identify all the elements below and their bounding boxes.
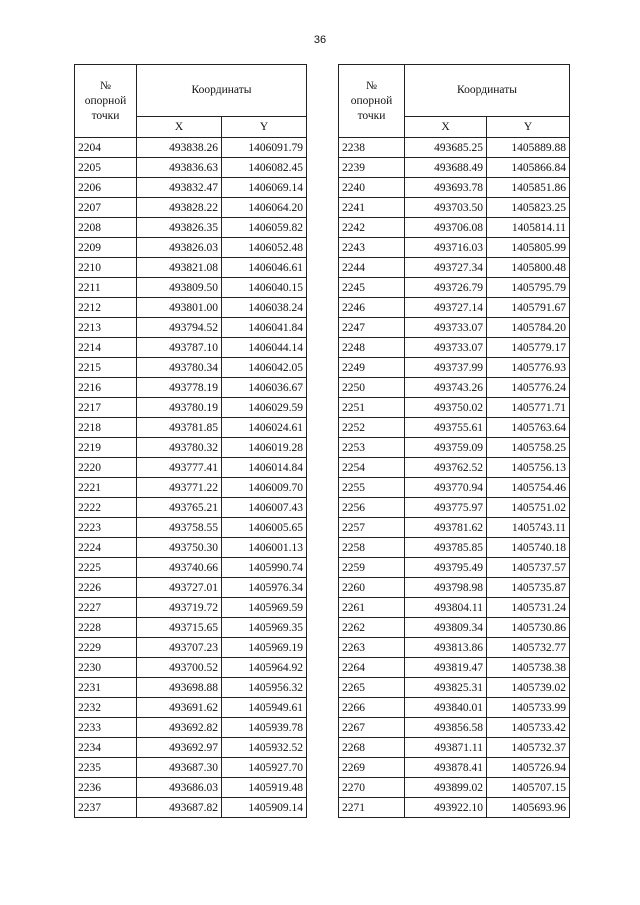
x-coordinate-cell: 493762.52 <box>405 458 487 478</box>
y-coordinate-cell: 1406029.59 <box>222 398 307 418</box>
point-number-cell: 2215 <box>75 358 137 378</box>
x-coordinate-cell: 493777.41 <box>137 458 222 478</box>
point-number-cell: 2245 <box>339 278 405 298</box>
y-coordinate-cell: 1406052.48 <box>222 238 307 258</box>
table-row <box>339 478 570 498</box>
table-row <box>339 778 570 798</box>
point-number-cell: 2269 <box>339 758 405 778</box>
y-coordinate-cell: 1405990.74 <box>222 558 307 578</box>
table-row <box>75 578 307 598</box>
y-coordinate-cell: 1406069.14 <box>222 178 307 198</box>
point-number-cell: 2267 <box>339 718 405 738</box>
table-row <box>339 298 570 318</box>
point-number-cell: 2210 <box>75 258 137 278</box>
point-number-cell: 2214 <box>75 338 137 358</box>
point-number-cell: 2250 <box>339 378 405 398</box>
x-coordinate-cell: 493819.47 <box>405 658 487 678</box>
x-coordinate-cell: 493733.07 <box>405 318 487 338</box>
x-column-header: X <box>137 117 222 138</box>
point-number-cell: 2235 <box>75 758 137 778</box>
y-coordinate-cell: 1406014.84 <box>222 458 307 478</box>
point-number-cell: 2263 <box>339 638 405 658</box>
point-number-cell: 2271 <box>339 798 405 818</box>
x-coordinate-cell: 493836.63 <box>137 158 222 178</box>
table-row <box>339 598 570 618</box>
x-coordinate-cell: 493780.34 <box>137 358 222 378</box>
point-number-cell: 2240 <box>339 178 405 198</box>
x-coordinate-cell: 493828.22 <box>137 198 222 218</box>
y-coordinate-cell: 1405707.15 <box>487 778 570 798</box>
table-row <box>75 238 307 258</box>
x-coordinate-cell: 493706.08 <box>405 218 487 238</box>
table-row <box>339 658 570 678</box>
y-coordinate-cell: 1406046.61 <box>222 258 307 278</box>
table-row <box>339 758 570 778</box>
x-column-header: X <box>405 117 487 138</box>
y-coordinate-cell: 1405932.52 <box>222 738 307 758</box>
table-row <box>339 498 570 518</box>
table-row <box>339 378 570 398</box>
y-coordinate-cell: 1405969.19 <box>222 638 307 658</box>
y-coordinate-cell: 1405735.87 <box>487 578 570 598</box>
y-coordinate-cell: 1405805.99 <box>487 238 570 258</box>
y-coordinate-cell: 1406042.05 <box>222 358 307 378</box>
table-row <box>75 218 307 238</box>
table-row <box>75 718 307 738</box>
point-number-cell: 2230 <box>75 658 137 678</box>
table-row <box>75 398 307 418</box>
point-number-cell: 2217 <box>75 398 137 418</box>
point-number-cell: 2237 <box>75 798 137 818</box>
table-row <box>75 678 307 698</box>
table-row <box>75 138 307 158</box>
y-coordinate-cell: 1405737.57 <box>487 558 570 578</box>
y-coordinate-cell: 1405927.70 <box>222 758 307 778</box>
table-row <box>75 178 307 198</box>
table-row <box>75 558 307 578</box>
y-coordinate-cell: 1405909.14 <box>222 798 307 818</box>
table-row <box>75 418 307 438</box>
x-coordinate-cell: 493758.55 <box>137 518 222 538</box>
x-coordinate-cell: 493922.10 <box>405 798 487 818</box>
point-number-cell: 2266 <box>339 698 405 718</box>
x-coordinate-cell: 493686.03 <box>137 778 222 798</box>
table-row <box>339 358 570 378</box>
y-coordinate-cell: 1406038.24 <box>222 298 307 318</box>
point-number-cell: 2268 <box>339 738 405 758</box>
point-number-cell: 2204 <box>75 138 137 158</box>
table-row <box>75 338 307 358</box>
table-row <box>75 258 307 278</box>
table-row <box>75 798 307 818</box>
y-column-header: Y <box>222 117 307 138</box>
x-coordinate-cell: 493727.34 <box>405 258 487 278</box>
x-coordinate-cell: 493687.82 <box>137 798 222 818</box>
point-number-cell: 2256 <box>339 498 405 518</box>
point-number-cell: 2241 <box>339 198 405 218</box>
x-coordinate-cell: 493770.94 <box>405 478 487 498</box>
table-row <box>75 458 307 478</box>
x-coordinate-cell: 493759.09 <box>405 438 487 458</box>
table-row <box>339 398 570 418</box>
x-coordinate-cell: 493785.85 <box>405 538 487 558</box>
table-row <box>75 198 307 218</box>
point-number-cell: 2257 <box>339 518 405 538</box>
coordinates-header: Координаты <box>137 65 307 117</box>
y-coordinate-cell: 1405784.20 <box>487 318 570 338</box>
x-coordinate-cell: 493809.34 <box>405 618 487 638</box>
table-row <box>75 738 307 758</box>
x-coordinate-cell: 493715.65 <box>137 618 222 638</box>
y-coordinate-cell: 1405731.24 <box>487 598 570 618</box>
table-row <box>75 758 307 778</box>
y-coordinate-cell: 1405771.71 <box>487 398 570 418</box>
table-row <box>75 478 307 498</box>
x-coordinate-cell: 493737.99 <box>405 358 487 378</box>
x-coordinate-cell: 493787.10 <box>137 338 222 358</box>
y-coordinate-cell: 1406044.14 <box>222 338 307 358</box>
point-number-cell: 2248 <box>339 338 405 358</box>
y-coordinate-cell: 1405743.11 <box>487 518 570 538</box>
page-number: 36 <box>313 34 327 46</box>
point-number-cell: 2222 <box>75 498 137 518</box>
y-coordinate-cell: 1405919.48 <box>222 778 307 798</box>
y-coordinate-cell: 1405776.93 <box>487 358 570 378</box>
x-coordinate-cell: 493700.52 <box>137 658 222 678</box>
table-row <box>339 678 570 698</box>
point-number-cell: 2254 <box>339 458 405 478</box>
point-number-cell: 2216 <box>75 378 137 398</box>
table-row <box>75 498 307 518</box>
table-row <box>339 538 570 558</box>
table-row <box>339 218 570 238</box>
point-number-cell: 2253 <box>339 438 405 458</box>
table-row <box>75 318 307 338</box>
y-coordinate-cell: 1406059.82 <box>222 218 307 238</box>
x-coordinate-cell: 493804.11 <box>405 598 487 618</box>
x-coordinate-cell: 493795.49 <box>405 558 487 578</box>
y-coordinate-cell: 1405939.78 <box>222 718 307 738</box>
point-number-cell: 2252 <box>339 418 405 438</box>
table-row <box>339 638 570 658</box>
y-coordinate-cell: 1405732.77 <box>487 638 570 658</box>
point-number-cell: 2243 <box>339 238 405 258</box>
point-number-cell: 2218 <box>75 418 137 438</box>
x-coordinate-cell: 493687.30 <box>137 758 222 778</box>
table-row <box>339 458 570 478</box>
table-row <box>339 338 570 358</box>
table-row <box>75 638 307 658</box>
table-row <box>339 518 570 538</box>
x-coordinate-cell: 493778.19 <box>137 378 222 398</box>
table-row <box>339 238 570 258</box>
y-coordinate-cell: 1405823.25 <box>487 198 570 218</box>
x-coordinate-cell: 493743.26 <box>405 378 487 398</box>
x-coordinate-cell: 493781.85 <box>137 418 222 438</box>
x-coordinate-cell: 493780.19 <box>137 398 222 418</box>
coordinates-table-right <box>338 64 570 818</box>
point-number-header: № опорной точки <box>75 65 137 138</box>
point-number-cell: 2234 <box>75 738 137 758</box>
table-row <box>339 718 570 738</box>
y-coordinate-cell: 1406001.13 <box>222 538 307 558</box>
x-coordinate-cell: 493825.31 <box>405 678 487 698</box>
y-coordinate-cell: 1406019.28 <box>222 438 307 458</box>
table-row <box>75 278 307 298</box>
table-row <box>75 778 307 798</box>
point-number-cell: 2221 <box>75 478 137 498</box>
table-row <box>75 158 307 178</box>
y-coordinate-cell: 1405976.34 <box>222 578 307 598</box>
table-row <box>75 618 307 638</box>
x-coordinate-cell: 493840.01 <box>405 698 487 718</box>
y-coordinate-cell: 1406009.70 <box>222 478 307 498</box>
point-number-cell: 2242 <box>339 218 405 238</box>
point-number-cell: 2226 <box>75 578 137 598</box>
table-row <box>339 258 570 278</box>
x-coordinate-cell: 493794.52 <box>137 318 222 338</box>
point-number-cell: 2247 <box>339 318 405 338</box>
point-number-cell: 2244 <box>339 258 405 278</box>
point-number-cell: 2233 <box>75 718 137 738</box>
x-coordinate-cell: 493733.07 <box>405 338 487 358</box>
y-coordinate-cell: 1405800.48 <box>487 258 570 278</box>
x-coordinate-cell: 493688.49 <box>405 158 487 178</box>
y-coordinate-cell: 1405791.67 <box>487 298 570 318</box>
x-coordinate-cell: 493838.26 <box>137 138 222 158</box>
y-coordinate-cell: 1405739.02 <box>487 678 570 698</box>
x-coordinate-cell: 493813.86 <box>405 638 487 658</box>
x-coordinate-cell: 493809.50 <box>137 278 222 298</box>
x-coordinate-cell: 493878.41 <box>405 758 487 778</box>
y-coordinate-cell: 1405949.61 <box>222 698 307 718</box>
y-coordinate-cell: 1405814.11 <box>487 218 570 238</box>
point-number-cell: 2232 <box>75 698 137 718</box>
y-coordinate-cell: 1405969.35 <box>222 618 307 638</box>
x-coordinate-cell: 493685.25 <box>405 138 487 158</box>
y-coordinate-cell: 1405693.96 <box>487 798 570 818</box>
table-row <box>75 358 307 378</box>
table-row <box>339 558 570 578</box>
x-coordinate-cell: 493698.88 <box>137 678 222 698</box>
y-column-header: Y <box>487 117 570 138</box>
y-coordinate-cell: 1405956.32 <box>222 678 307 698</box>
point-number-cell: 2261 <box>339 598 405 618</box>
point-number-cell: 2249 <box>339 358 405 378</box>
point-number-cell: 2211 <box>75 278 137 298</box>
y-coordinate-cell: 1405795.79 <box>487 278 570 298</box>
point-number-cell: 2236 <box>75 778 137 798</box>
x-coordinate-cell: 493781.62 <box>405 518 487 538</box>
point-number-cell: 2238 <box>339 138 405 158</box>
y-coordinate-cell: 1405758.25 <box>487 438 570 458</box>
point-number-cell: 2227 <box>75 598 137 618</box>
x-coordinate-cell: 493727.14 <box>405 298 487 318</box>
x-coordinate-cell: 493899.02 <box>405 778 487 798</box>
point-number-cell: 2208 <box>75 218 137 238</box>
x-coordinate-cell: 493780.32 <box>137 438 222 458</box>
point-number-cell: 2270 <box>339 778 405 798</box>
y-coordinate-cell: 1405738.38 <box>487 658 570 678</box>
table-row <box>339 138 570 158</box>
x-coordinate-cell: 493826.03 <box>137 238 222 258</box>
y-coordinate-cell: 1405756.13 <box>487 458 570 478</box>
point-number-cell: 2251 <box>339 398 405 418</box>
y-coordinate-cell: 1405740.18 <box>487 538 570 558</box>
x-coordinate-cell: 493740.66 <box>137 558 222 578</box>
y-coordinate-cell: 1405733.42 <box>487 718 570 738</box>
y-coordinate-cell: 1405732.37 <box>487 738 570 758</box>
y-coordinate-cell: 1405964.92 <box>222 658 307 678</box>
point-number-cell: 2220 <box>75 458 137 478</box>
table-row <box>75 518 307 538</box>
table-row <box>75 438 307 458</box>
x-coordinate-cell: 493691.62 <box>137 698 222 718</box>
x-coordinate-cell: 493755.61 <box>405 418 487 438</box>
point-number-cell: 2212 <box>75 298 137 318</box>
y-coordinate-cell: 1406064.20 <box>222 198 307 218</box>
table-row <box>339 318 570 338</box>
point-number-cell: 2224 <box>75 538 137 558</box>
y-coordinate-cell: 1406040.15 <box>222 278 307 298</box>
y-coordinate-cell: 1405776.24 <box>487 378 570 398</box>
x-coordinate-cell: 493826.35 <box>137 218 222 238</box>
table-row <box>339 278 570 298</box>
point-number-cell: 2255 <box>339 478 405 498</box>
table-row <box>339 578 570 598</box>
point-number-cell: 2205 <box>75 158 137 178</box>
x-coordinate-cell: 493719.72 <box>137 598 222 618</box>
x-coordinate-cell: 493798.98 <box>405 578 487 598</box>
point-number-cell: 2231 <box>75 678 137 698</box>
y-coordinate-cell: 1405969.59 <box>222 598 307 618</box>
point-number-cell: 2229 <box>75 638 137 658</box>
y-coordinate-cell: 1406007.43 <box>222 498 307 518</box>
x-coordinate-cell: 493692.82 <box>137 718 222 738</box>
point-number-header: № опорной точки <box>339 65 405 138</box>
x-coordinate-cell: 493750.30 <box>137 538 222 558</box>
coordinates-header: Координаты <box>405 65 570 117</box>
y-coordinate-cell: 1406005.65 <box>222 518 307 538</box>
x-coordinate-cell: 493707.23 <box>137 638 222 658</box>
table-row <box>339 158 570 178</box>
y-coordinate-cell: 1406041.84 <box>222 318 307 338</box>
y-coordinate-cell: 1405779.17 <box>487 338 570 358</box>
y-coordinate-cell: 1405866.84 <box>487 158 570 178</box>
point-number-cell: 2258 <box>339 538 405 558</box>
y-coordinate-cell: 1405733.99 <box>487 698 570 718</box>
x-coordinate-cell: 493765.21 <box>137 498 222 518</box>
point-number-cell: 2265 <box>339 678 405 698</box>
point-number-cell: 2228 <box>75 618 137 638</box>
y-coordinate-cell: 1405730.86 <box>487 618 570 638</box>
table-body <box>339 138 570 818</box>
y-coordinate-cell: 1405763.64 <box>487 418 570 438</box>
point-number-cell: 2206 <box>75 178 137 198</box>
y-coordinate-cell: 1406082.45 <box>222 158 307 178</box>
table-row <box>75 538 307 558</box>
table-row <box>339 178 570 198</box>
table-row <box>339 798 570 818</box>
table-row <box>75 298 307 318</box>
y-coordinate-cell: 1405889.88 <box>487 138 570 158</box>
point-number-cell: 2213 <box>75 318 137 338</box>
table-row <box>75 598 307 618</box>
table-row <box>75 378 307 398</box>
coordinates-table-left <box>74 64 307 818</box>
x-coordinate-cell: 493871.11 <box>405 738 487 758</box>
y-coordinate-cell: 1406091.79 <box>222 138 307 158</box>
table-row <box>339 418 570 438</box>
x-coordinate-cell: 493801.00 <box>137 298 222 318</box>
x-coordinate-cell: 493775.97 <box>405 498 487 518</box>
x-coordinate-cell: 493750.02 <box>405 398 487 418</box>
point-number-cell: 2219 <box>75 438 137 458</box>
point-number-cell: 2225 <box>75 558 137 578</box>
point-number-cell: 2209 <box>75 238 137 258</box>
point-number-cell: 2259 <box>339 558 405 578</box>
y-coordinate-cell: 1405754.46 <box>487 478 570 498</box>
y-coordinate-cell: 1405851.86 <box>487 178 570 198</box>
x-coordinate-cell: 493832.47 <box>137 178 222 198</box>
x-coordinate-cell: 493726.79 <box>405 278 487 298</box>
table-row <box>339 618 570 638</box>
point-number-cell: 2260 <box>339 578 405 598</box>
table-row <box>339 698 570 718</box>
y-coordinate-cell: 1405751.02 <box>487 498 570 518</box>
point-number-cell: 2264 <box>339 658 405 678</box>
table-body <box>75 138 307 818</box>
x-coordinate-cell: 493692.97 <box>137 738 222 758</box>
point-number-cell: 2246 <box>339 298 405 318</box>
y-coordinate-cell: 1405726.94 <box>487 758 570 778</box>
x-coordinate-cell: 493727.01 <box>137 578 222 598</box>
x-coordinate-cell: 493821.08 <box>137 258 222 278</box>
table-row <box>75 698 307 718</box>
table-row <box>339 738 570 758</box>
point-number-cell: 2207 <box>75 198 137 218</box>
x-coordinate-cell: 493771.22 <box>137 478 222 498</box>
y-coordinate-cell: 1406024.61 <box>222 418 307 438</box>
point-number-cell: 2239 <box>339 158 405 178</box>
y-coordinate-cell: 1406036.67 <box>222 378 307 398</box>
x-coordinate-cell: 493856.58 <box>405 718 487 738</box>
x-coordinate-cell: 493703.50 <box>405 198 487 218</box>
table-row <box>75 658 307 678</box>
point-number-cell: 2223 <box>75 518 137 538</box>
point-number-cell: 2262 <box>339 618 405 638</box>
x-coordinate-cell: 493693.78 <box>405 178 487 198</box>
table-row <box>339 438 570 458</box>
x-coordinate-cell: 493716.03 <box>405 238 487 258</box>
table-row <box>339 198 570 218</box>
